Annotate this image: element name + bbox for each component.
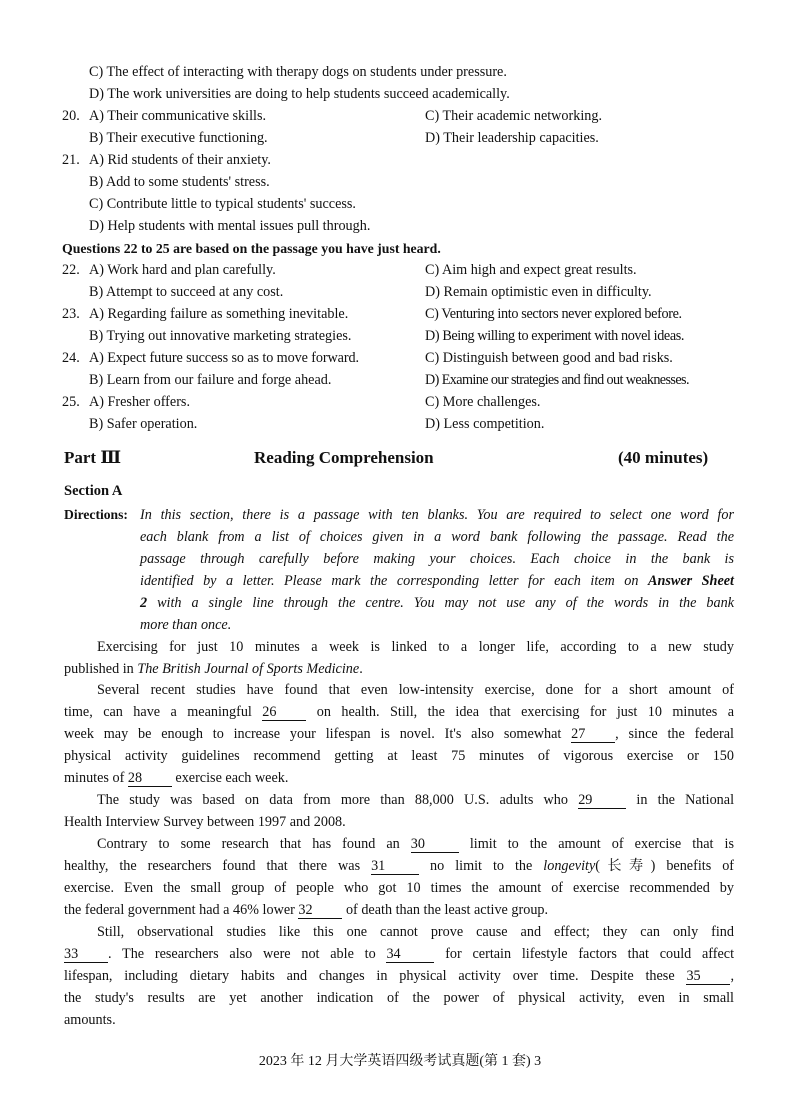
q23-option-c: C) Venturing into sectors never explored before. xyxy=(425,306,682,322)
blank-30[interactable]: 30 xyxy=(411,837,459,853)
blank-26[interactable]: 26 xyxy=(262,705,306,721)
q22-option-a: A) Work hard and plan carefully. xyxy=(89,262,276,278)
blank-29[interactable]: 29 xyxy=(578,793,626,809)
q24-option-c: C) Distinguish between good and bad risks. xyxy=(425,350,673,366)
q23-option-b: B) Trying out innovative marketing strategies. xyxy=(89,328,352,344)
part-title: Reading Comprehension xyxy=(254,448,434,467)
q24-option-a: A) Expect future success so as to move forward. xyxy=(89,350,359,366)
passage-text: of death than the least active group. xyxy=(345,902,549,918)
passage-text: lifespan, including dietary habits and changes in physical activity over time. Despite these xyxy=(64,968,675,984)
answer-sheet-ref: Answer Sheet xyxy=(648,573,734,589)
blank-33[interactable]: 33 xyxy=(64,947,108,963)
q22-option-b: B) Attempt to succeed at any cost. xyxy=(89,284,284,300)
passage-p2-line-5 xyxy=(64,769,734,788)
passage-p3-line-1 xyxy=(97,791,734,810)
passage-text: . The researchers also were not able to xyxy=(108,946,376,962)
page-footer: 2023 年 12 月大学英语四级考试真题(第 1 套) 3 xyxy=(258,1054,542,1069)
blank-28[interactable]: 28 xyxy=(128,771,172,787)
passage-p2-line-1: Several recent studies have found that even low-intensity exercise, done for a short amount of xyxy=(97,682,734,698)
directions-line-3: passage through carefully before making your choices. Each choice in the bank is xyxy=(140,551,734,567)
q23-option-a: A) Regarding failure as something inevitable. xyxy=(89,306,349,322)
q20-option-c: C) Their academic networking. xyxy=(425,108,603,124)
passage-text: , xyxy=(730,968,734,984)
q23-number: 23. xyxy=(62,306,80,322)
section-title: Section A xyxy=(64,483,123,499)
passage-text: Contrary to some research that has found an xyxy=(97,836,400,852)
passage-p4-line-3: exercise. Even the small group of people who got 10 times the amount of exercise recommended by xyxy=(64,880,734,896)
passage-text: (长寿) benefits of xyxy=(595,858,735,874)
passage-text: the federal government had a 46% lower xyxy=(64,902,295,918)
passage-text: time, can have a meaningful xyxy=(64,704,252,720)
q25-option-c: C) More challenges. xyxy=(425,394,541,410)
q20-option-b: B) Their executive functioning. xyxy=(89,130,268,146)
q19-option-d: D) The work universities are doing to help students succeed academically. xyxy=(89,86,510,102)
passage-p5-line-4: the study's results are yet another indication of the power of physical activity, even in small xyxy=(64,990,734,1006)
blank-34[interactable]: 34 xyxy=(386,947,434,963)
passage-text: week may be enough to increase your lifespan is novel. It's also somewhat xyxy=(64,726,562,742)
q23-option-d: D) Being willing to experiment with novel ideas. xyxy=(425,328,684,344)
q21-option-b: B) Add to some students' stress. xyxy=(89,174,270,190)
passage-p5-line-2 xyxy=(64,945,734,964)
directions-line-5 xyxy=(140,592,734,614)
directions-line-4-text: identified by a letter. Please mark the corresponding letter for each item on xyxy=(140,573,648,589)
directions-line-6: more than once. xyxy=(140,617,232,633)
part-time: (40 minutes) xyxy=(618,448,709,467)
passage-p5-line-5: amounts. xyxy=(64,1012,116,1028)
passage-p1-line-2 xyxy=(64,660,734,679)
passage-p5-line-1: Still, observational studies like this one cannot prove cause and effect; they can only find xyxy=(97,924,734,940)
passage-text: , since the federal xyxy=(615,726,734,742)
q22-option-d: D) Remain optimistic even in difficulty. xyxy=(425,284,652,300)
passage-p2-line-2 xyxy=(64,703,734,722)
passage-p2-line-3 xyxy=(64,725,734,744)
journal-title: The British Journal of Sports Medicine xyxy=(137,661,360,677)
passage-p5-line-3 xyxy=(64,967,734,986)
blank-27[interactable]: 27 xyxy=(571,727,615,743)
q22-option-c: C) Aim high and expect great results. xyxy=(425,262,637,278)
question-group-heading: Questions 22 to 25 are based on the passage you have just heard. xyxy=(62,241,441,256)
passage-p4-line-4 xyxy=(64,901,734,920)
q20-number: 20. xyxy=(62,108,80,124)
q21-option-a: A) Rid students of their anxiety. xyxy=(89,152,271,168)
q25-option-b: B) Safer operation. xyxy=(89,416,198,432)
passage-text: healthy, the researchers found that there was xyxy=(64,858,361,874)
blank-32[interactable]: 32 xyxy=(298,903,342,919)
longevity-term: longevity xyxy=(543,858,596,874)
passage-p1-text: published in xyxy=(64,661,138,677)
passage-text: minutes of xyxy=(64,770,125,786)
q21-option-c: C) Contribute little to typical students' success. xyxy=(89,196,356,212)
passage-p1-line-1: Exercising for just 10 minutes a week is linked to a longer life, according to a new study xyxy=(97,639,734,655)
q25-number: 25. xyxy=(62,394,80,410)
directions-line-5-text: with a single line through the centre. You may not use any of the words in the bank xyxy=(147,595,734,611)
q24-option-d: D) Examine our strategies and find out weaknesses. xyxy=(425,372,689,388)
passage-text: exercise each week. xyxy=(175,770,289,786)
passage-p4-line-2 xyxy=(64,857,734,876)
q24-number: 24. xyxy=(62,350,80,366)
q19-option-c: C) The effect of interacting with therapy dogs on students under pressure. xyxy=(89,64,507,80)
answer-sheet-number: 2 xyxy=(140,595,148,611)
passage-text: limit to the amount of exercise that is xyxy=(469,836,734,852)
blank-31[interactable]: 31 xyxy=(371,859,419,875)
passage-p2-line-4: physical activity guidelines recommend getting at least 75 minutes of vigorous exercise or 150 xyxy=(64,748,734,764)
part-label: Part Ⅲ xyxy=(64,448,122,467)
q21-number: 21. xyxy=(62,152,80,168)
passage-p4-line-1 xyxy=(97,835,734,854)
passage-text: on health. Still, the idea that exercising for just 10 minutes a xyxy=(316,704,735,720)
q21-option-d: D) Help students with mental issues pull through. xyxy=(89,218,371,234)
directions-line-2: each blank from a list of choices given in a word bank following the passage. Read the xyxy=(140,529,734,545)
q20-option-a: A) Their communicative skills. xyxy=(89,108,267,124)
q25-option-a: A) Fresher offers. xyxy=(89,394,190,410)
passage-text: in the National xyxy=(636,792,735,808)
q20-option-d: D) Their leadership capacities. xyxy=(425,130,599,146)
passage-text: for certain lifestyle factors that could affect xyxy=(445,946,735,962)
q22-number: 22. xyxy=(62,262,80,278)
directions-label: Directions: xyxy=(64,507,128,522)
blank-35[interactable]: 35 xyxy=(686,969,730,985)
directions-line-1: In this section, there is a passage with ten blanks. You are required to select one word for xyxy=(140,507,734,523)
passage-p1-end: . xyxy=(359,661,363,677)
passage-p3-line-2: Health Interview Survey between 1997 and 2008. xyxy=(64,814,346,830)
passage-text: The study was based on data from more than 88,000 U.S. adults who xyxy=(97,792,568,808)
q25-option-d: D) Less competition. xyxy=(425,416,545,432)
q24-option-b: B) Learn from our failure and forge ahead. xyxy=(89,372,332,388)
passage-text: no limit to the xyxy=(430,858,533,874)
directions-line-4 xyxy=(140,570,734,592)
